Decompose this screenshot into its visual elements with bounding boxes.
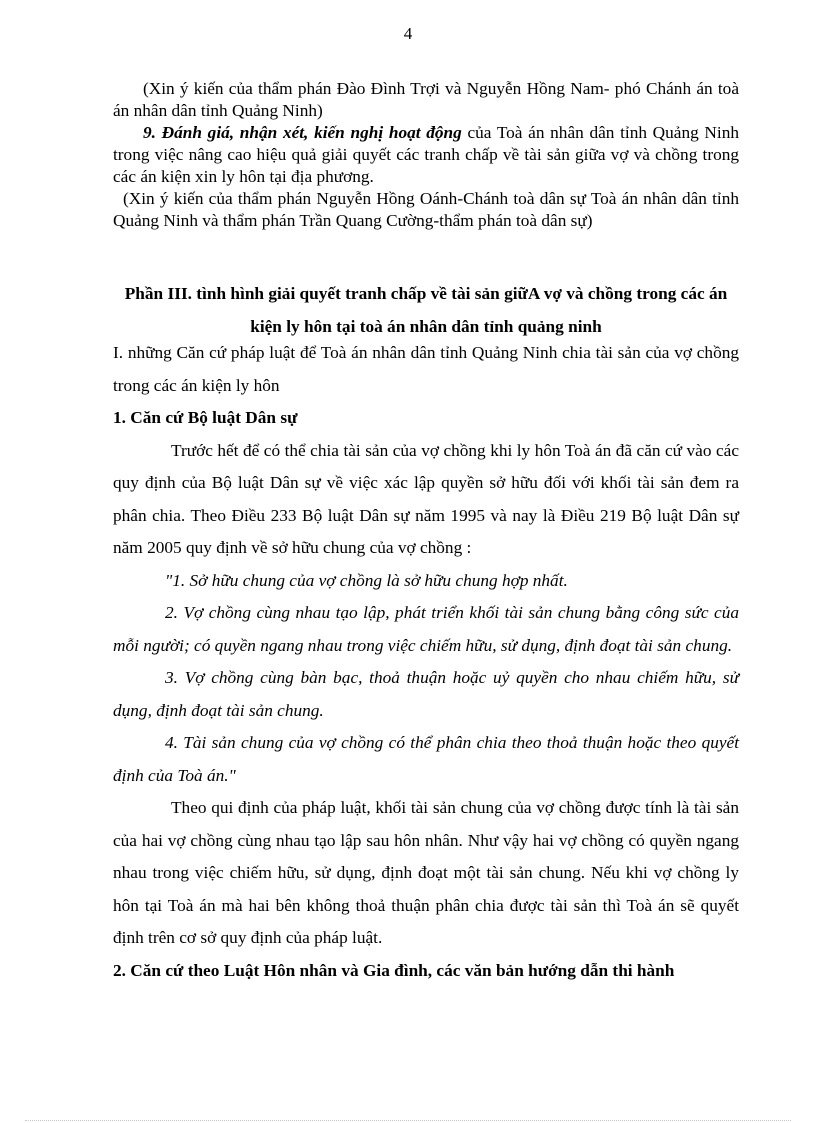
quote-clause-3: 3. Vợ chồng cùng bàn bạc, thoả thuận hoặc uỷ quyền cho nhau chiếm hữu, sử dụng, định đoạt tài sản chung.: [113, 668, 739, 720]
quote-clause-2: 2. Vợ chồng cùng nhau tạo lập, phát triển khối tài sản chung bằng công sức của mỗi người; có quyền ngang nhau trong việc chiếm hữu, sử dụng, định đoạt tài sản chung.: [113, 603, 739, 655]
main-body: [113, 337, 739, 987]
quote-clause-4: 4. Tài sản chung của vợ chồng có thể phân chia theo thoả thuận hoặc theo quyết định của Toà án.": [113, 733, 739, 785]
body-paragraph-2: Theo qui định của pháp luật, khối tài sản chung của vợ chồng được tính là tài sản của hai vợ chồng cùng nhau tạo lập sau hôn nhân. Như vậy hai vợ chồng có quyền ngang nhau trong việc chiếm hữu, sử dụng, định đoạt một tài sản chung. Nếu khi vợ chồng ly hôn tại Toà án mà hai bên không thoả thuận phân chia được tài sản thì Toà án sẽ quyết định trên cơ sở quy định của pháp luật.: [113, 798, 739, 947]
section-heading-i: I. những Căn cứ pháp luật để Toà án nhân dân tỉnh Quảng Ninh chia tài sản của vợ chồng trong các án kiện ly hôn: [113, 343, 739, 395]
opinion-note-2: (Xin ý kiến của thẩm phán Nguyễn Hồng Oánh-Chánh toà dân sự Toà án nhân dân tỉnh Quảng Ninh và thẩm phán Trần Quang Cường-thẩm phán toà dân sự): [113, 189, 739, 230]
subsection-heading-1: 1. Căn cứ Bộ luật Dân sự: [113, 408, 298, 427]
part-heading: Phần III. tình hình giải quyết tranh chấp về tài sản giữA vợ và chồng trong các án kiện ly hôn tại toà án nhân dân tỉnh quảng ninh: [124, 284, 728, 336]
page-number: 4: [403, 24, 413, 43]
judge-comments: [113, 78, 739, 232]
page-bottom-rule: [25, 1120, 791, 1121]
item-9: [113, 122, 739, 188]
quote-clause-1: "1. Sở hữu chung của vợ chồng là sở hữu chung hợp nhất.: [165, 570, 568, 590]
opinion-note-1: (Xin ý kiến của thẩm phán Đào Đình Trợi và Nguyễn Hồng Nam- phó Chánh án toà án nhân dân tỉnh Quảng Ninh): [113, 79, 739, 120]
item-9-text: của Toà án nhân dân tỉnh Quảng Ninh trong việc nâng cao hiệu quả giải quyết các tranh chấp về tài sản giữa vợ và chồng trong các án kiện xin ly hôn tại địa phương.: [113, 123, 739, 186]
item-9-title: 9. Đánh giá, nhận xét, kiến nghị hoạt động: [143, 123, 462, 142]
subsection-heading-2: 2. Căn cứ theo Luật Hôn nhân và Gia đình, các văn bản hướng dẫn thi hành: [113, 960, 675, 980]
body-paragraph-1: Trước hết để có thể chia tài sản của vợ chồng khi ly hôn Toà án đã căn cứ vào các quy định của Bộ luật Dân sự về việc xác lập quyền sở hữu đối với khối tài sản đem ra phân chia. Theo Điều 233 Bộ luật Dân sự năm 1995 và nay là Điều 219 Bộ luật Dân sự năm 2005 quy định về sở hữu chung của vợ chồng :: [113, 440, 739, 557]
